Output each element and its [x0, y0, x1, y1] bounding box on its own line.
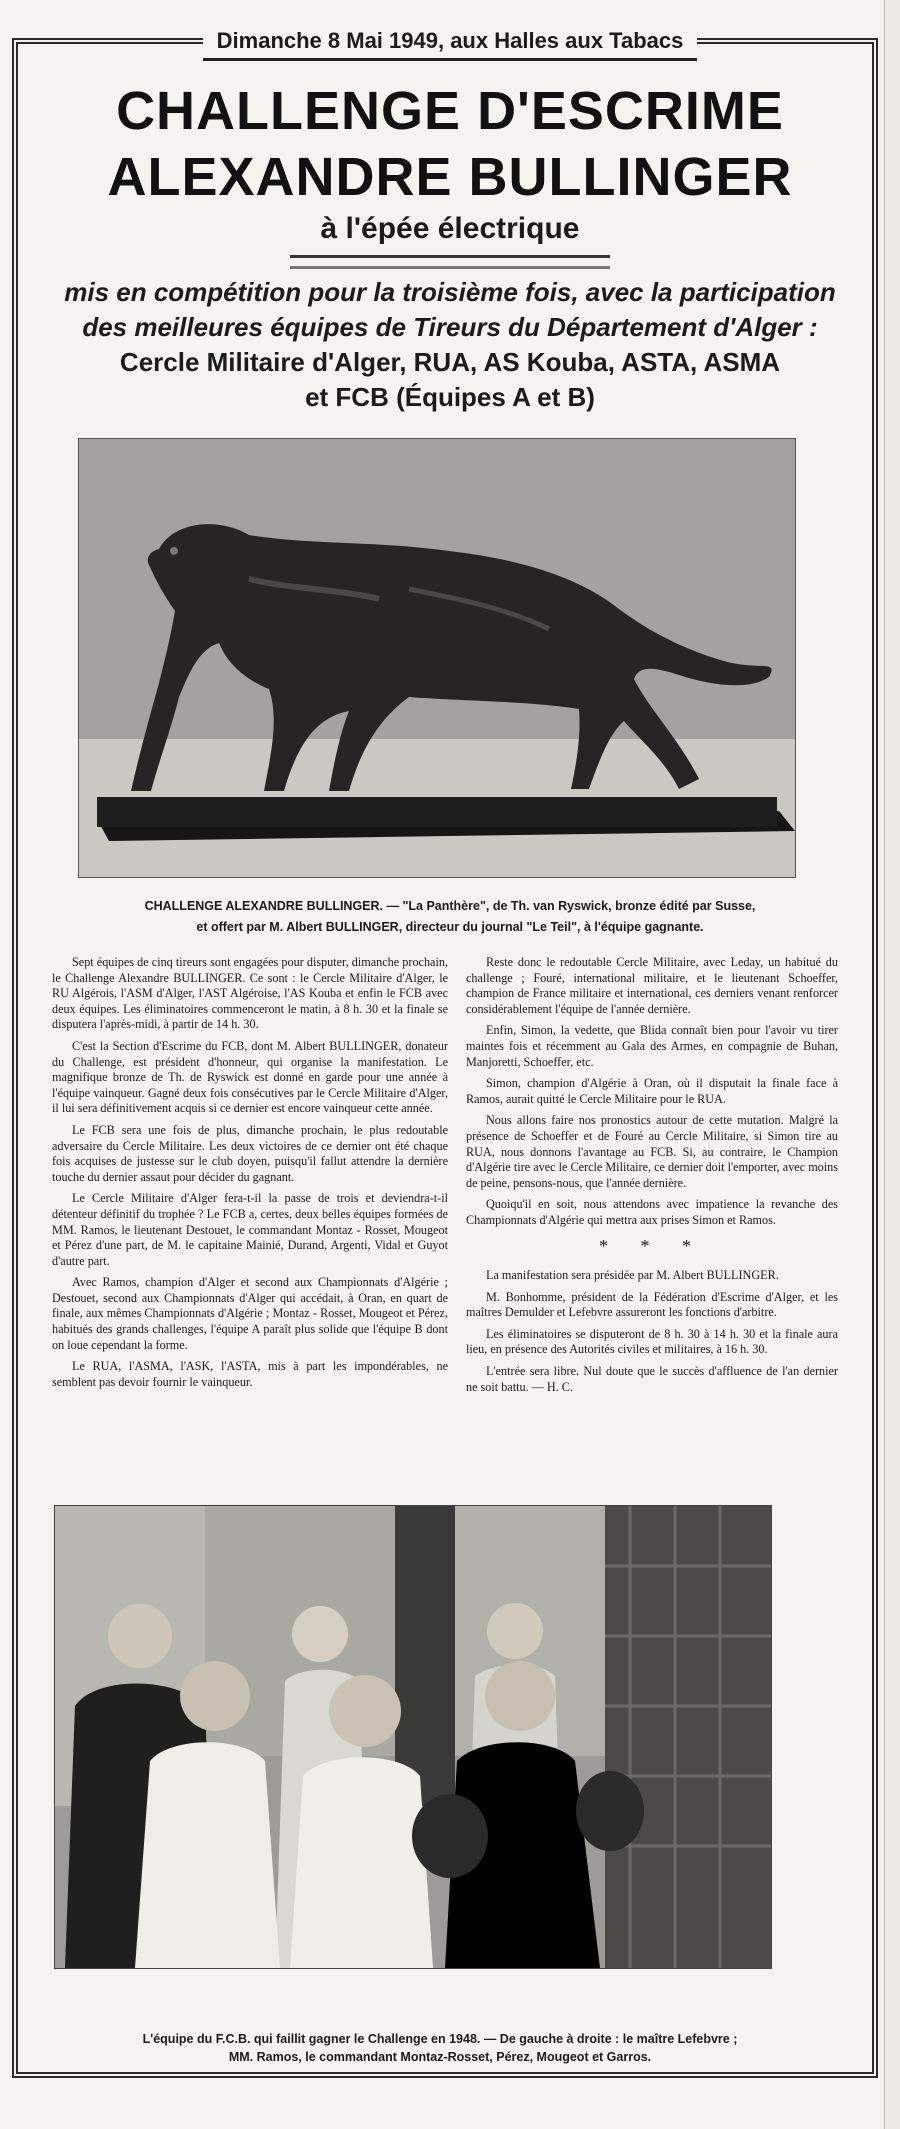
- intro-line-2: des meilleures équipes de Tireurs du Département d'Alger :: [82, 312, 818, 342]
- article-paragraph: Sept équipes de cinq tireurs sont engagées pour disputer, dimanche prochain, le Challenge Alexandre BULLINGER. Ce sont : le Cercle Militaire d'Alger, le RU Algérois, l'ASM d'Alger, l'AST Algéroise, l'AS Kouba et enfin le FCB avec deux équipes. Les éliminatoires commenceront le matin, à 8 h. 30 et la finale se disputera l'après-midi, à partir de 14 h. 30.: [52, 955, 448, 1032]
- article-paragraph: Nous allons faire nos pronostics autour de cette mutation. Malgré la présence de Schoeffer et de Fouré au Cercle Militaire, si Simon tire au RUA, nous donnons l'avantage au FCB. Si, au contraire, le Champion d'Algérie tire avec le Cercle Militaire, ce dernier doit l'emporter, avec moins de peine, pensons-nous, que l'année dernière.: [466, 1113, 838, 1190]
- article-paragraph: Le Cercle Militaire d'Alger fera-t-il la passe de trois et deviendra-t-il détenteur définitif du trophée ? Le FCB a, certes, deux belles équipes formées de MM. Ramos, le lieutenant Destouet, le commandant Montaz - Rosset, Mougeot et Pérez d'une part, de M. le capitaine Mainié, Durand, Argenti, Vidal et Guyot d'autre part.: [52, 1191, 448, 1268]
- article-paragraph: M. Bonhomme, président de la Fédération d'Escrime d'Alger, et les maîtres Demulder et Lefebvre assureront les fonctions d'arbitre.: [466, 1289, 838, 1320]
- article-column-left: [52, 955, 448, 1396]
- sculpture-caption: [60, 896, 840, 938]
- dateline-text: Dimanche 8 Mai 1949, aux Halles aux Tabacs: [203, 24, 698, 61]
- section-separator-stars: * * *: [599, 1235, 705, 1256]
- team-group-photo: [54, 1505, 772, 1969]
- headline-line-1: CHALLENGE D'ESCRIME: [116, 81, 784, 141]
- article-paragraph: Enfin, Simon, la vedette, que Blida connaît bien pour l'avoir vu tirer maintes fois et récemment au Gala des Armes, en compagnie de Buhan, Manjoretti, Schoeffer, etc.: [466, 1023, 838, 1069]
- intro-deck: [40, 275, 860, 415]
- team-group-image: [55, 1506, 771, 1968]
- intro-line-4: et FCB (Équipes A et B): [305, 382, 595, 412]
- sculpture-caption-line-1: CHALLENGE ALEXANDRE BULLINGER. — "La Panthère", de Th. van Ryswick, bronze édité par Susse,: [144, 899, 756, 913]
- article-paragraph: La manifestation sera présidée par M. Albert BULLINGER.: [486, 1268, 779, 1283]
- panther-sculpture-image: [79, 439, 795, 877]
- panther-sculpture-photo: [78, 438, 796, 878]
- article-paragraph: Le FCB sera une fois de plus, dimanche prochain, le plus redoutable adversaire du Cercle Militaire. Les deux victoires de ce dernier ont été chaque fois acquises de justesse sur le club doyen, puisqu'il fallut attendre la dernière touche du dernier assaut pour décider du gagnant.: [52, 1122, 448, 1184]
- team-photo-caption-line-2: MM. Ramos, le commandant Montaz-Rosset, Pérez, Mougeot et Garros.: [228, 2050, 652, 2064]
- article-paragraph: Les éliminatoires se disputeront de 8 h. 30 à 14 h. 30 et la finale aura lieu, en présence des Autorités civiles et militaires, à 16 h. 30.: [466, 1326, 838, 1357]
- intro-line-1: mis en compétition pour la troisième fois, avec la participation: [64, 277, 836, 307]
- article-paragraph: L'entrée sera libre. Nul doute que le succès d'affluence de l'an dernier ne soit battu. — H. C.: [466, 1364, 838, 1394]
- article-paragraph: Simon, champion d'Algérie à Oran, où il disputait la finale face à Ramos, aurait quitté le Cercle Militaire pour le RUA.: [466, 1076, 838, 1106]
- dateline: [0, 24, 900, 61]
- article-paragraph: C'est la Section d'Escrime du FCB, dont M. Albert BULLINGER, donateur du Challenge, est président d'honneur, qui organise la manifestation. Le magnifique bronze de Th. de Ryswick est donné en garde pour une année à l'équipe vainqueur. Gagné deux fois consécutives par le Cercle Militaire d'Alger, il lui sera définitivement acquis si ce dernier est encore vainqueur cette année.: [52, 1038, 448, 1116]
- article-paragraph: Avec Ramos, champion d'Alger et second aux Championnats d'Algérie ; Destouet, second aux Championnats d'Alger qui accédait, à Oran, en quart de finale, aux mêmes Championnats d'Algérie ; Montaz - Rosset, Mougeot et Pérez, habitués des grands challenges, l'équipe A paraît plus solide que l'équipe B dont on loue cependant la forme.: [52, 1275, 448, 1352]
- article-paragraph: Reste donc le redoutable Cercle Militaire, avec Leday, un habitué du challenge ; Fouré, international militaire, et le lieutenant Schoeffer, champion de France militaire et international, ces derniers venant renforcer considérablement l'équipe de l'année dernière.: [466, 955, 838, 1016]
- team-photo-caption: [40, 2030, 840, 2066]
- headline-line-2: ALEXANDRE BULLINGER: [107, 147, 793, 207]
- subtitle-rule: [290, 255, 610, 269]
- article-paragraph: Quoiqu'il en soit, nous attendons avec impatience la revanche des Championnats d'Algérie qui mettra aux prises Simon et Ramos.: [466, 1197, 838, 1227]
- team-photo-caption-line-1: L'équipe du F.C.B. qui faillit gagner le Challenge en 1948. — De gauche à droite : le maître Lefebvre ;: [142, 2032, 738, 2046]
- article-column-right: [466, 955, 838, 1401]
- sculpture-caption-line-2: et offert par M. Albert BULLINGER, directeur du journal "Le Teil", à l'équipe gagnante.: [196, 920, 704, 934]
- adjacent-column-edge: [884, 0, 900, 2129]
- intro-line-3: Cercle Militaire d'Alger, RUA, AS Kouba, ASTA, ASMA: [119, 347, 781, 377]
- subtitle: à l'épée électrique: [320, 212, 580, 245]
- article-paragraph: Le RUA, l'ASMA, l'ASK, l'ASTA, mis à part les impondérables, ne semblent pas devoir fournir le vainqueur.: [52, 1359, 448, 1389]
